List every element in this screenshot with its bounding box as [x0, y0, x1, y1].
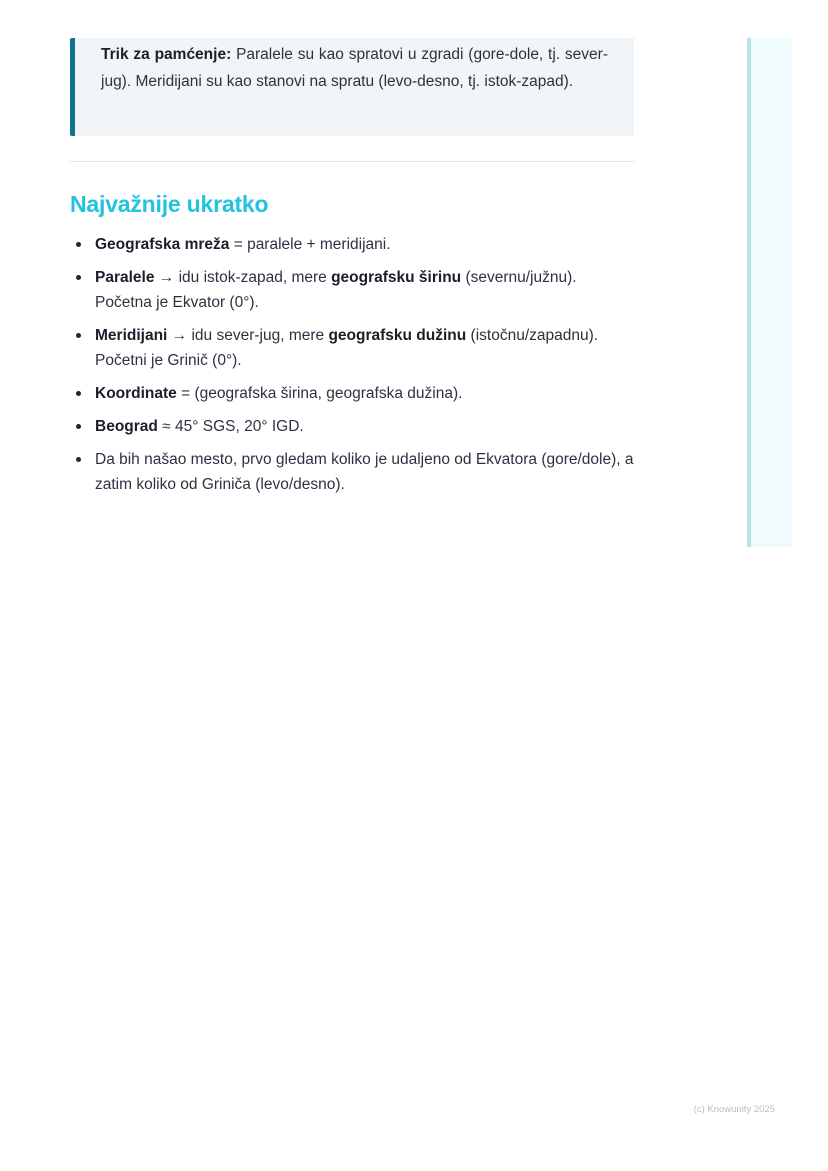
- bullet-icon: [76, 424, 81, 429]
- copyright-footer: (c) Knowunity 2025: [693, 1104, 775, 1115]
- callout-label: Trik za pamćenje:: [101, 46, 232, 63]
- section-divider: [70, 161, 634, 162]
- item-text: (istočnu/zapadnu). Početni je Grinič (0°).: [95, 327, 599, 369]
- item-text: → idu istok-zapad, mere: [154, 269, 332, 286]
- item-text: ≈ 45° SGS, 20° IGD.: [157, 418, 304, 435]
- term: geografsku širinu: [331, 269, 462, 286]
- list-item: [70, 265, 634, 315]
- term: Beograd: [95, 418, 158, 435]
- term: Meridijani: [95, 327, 168, 344]
- bullet-icon: [76, 275, 81, 280]
- list-item: [70, 381, 634, 406]
- item-text: Da bih našao mesto, prvo gledam koliko je udaljeno od Ekvatora (gore/dole), a zatim koliko od Griniča (levo/desno).: [95, 451, 634, 493]
- item-text: → idu sever-jug, mere: [167, 327, 329, 344]
- document-content: [70, 38, 634, 505]
- bullet-icon: [76, 242, 81, 247]
- list-item: [70, 414, 634, 439]
- list-item: [70, 323, 634, 373]
- bullet-icon: [76, 457, 81, 462]
- bullet-icon: [76, 391, 81, 396]
- term: geografsku dužinu: [328, 327, 467, 344]
- item-text: = paralele + meridijani.: [229, 236, 391, 253]
- term: Geografska mreža: [95, 236, 230, 253]
- list-item: [70, 232, 634, 257]
- section-title: Najvažnije ukratko: [70, 191, 269, 217]
- side-panel: [747, 38, 792, 547]
- memory-tip-callout: [70, 38, 634, 136]
- list-item: [70, 447, 634, 497]
- bullet-icon: [76, 333, 81, 338]
- term: Paralele: [95, 269, 155, 286]
- item-text: = (geografska širina, geografska dužina).: [176, 385, 463, 402]
- summary-list: [70, 232, 634, 497]
- callout-text: Paralele su kao spratovi u zgradi (gore-dole, tj. sever-jug). Meridijani su kao stanovi na spratu (levo-desno, tj. istok-zapad).: [101, 46, 608, 90]
- term: Koordinate: [95, 385, 177, 402]
- item-text: (severnu/južnu). Početna je Ekvator (0°).: [95, 269, 577, 311]
